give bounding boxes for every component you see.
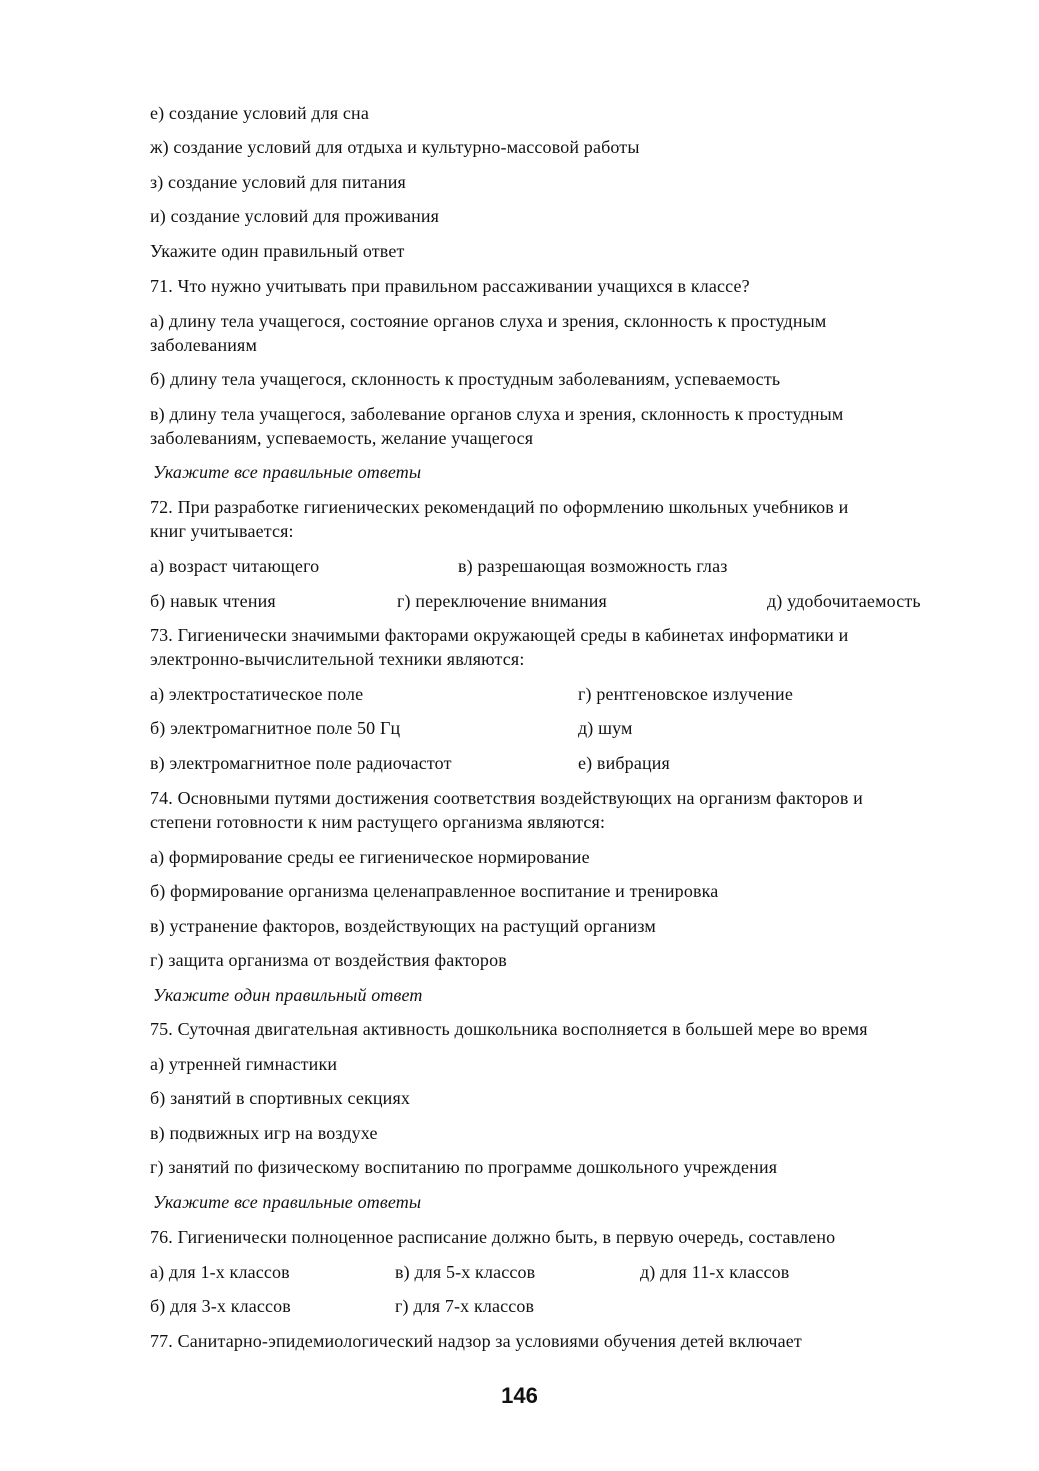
q74-option-g: г) защита организма от воздействия факторов [150,950,507,970]
question-72-line2: книг учитывается: [150,521,294,541]
question-73-line1: 73. Гигиенически значимыми факторами окружающей среды в кабинетах информатики и [150,625,849,645]
q72-option-v: в) разрешающая возможность глаз [458,556,728,576]
q75-option-b: б) занятий в спортивных секциях [150,1088,411,1108]
q73-option-e: е) вибрация [578,753,670,773]
question-73-line2: электронно-вычислительной техники являются: [150,649,525,669]
q71-option-b: б) длину тела учащегося, склонность к простудным заболеваниям, успеваемость [150,369,781,389]
instruction-one-answer-italic: Укажите один правильный ответ [153,985,423,1005]
q73-option-a: а) электростатическое поле [150,684,364,704]
question-75: 75. Суточная двигательная активность дошкольника восполняется в большей мере во время [150,1019,868,1039]
q74-option-b: б) формирование организма целенаправленное воспитание и тренировка [150,881,719,901]
q71-option-a-line2: заболеваниям [150,335,257,355]
q73-option-g: г) рентгеновское излучение [578,684,793,704]
q72-option-b: б) навык чтения [150,591,276,611]
q76-option-b: б) для 3-х классов [150,1296,291,1316]
page-number: 146 [501,1383,538,1408]
q74-option-a: а) формирование среды ее гигиеническое нормирование [150,847,590,867]
question-74-line2: степени готовности к ним растущего организма являются: [150,812,606,832]
option-zh: ж) создание условий для отдыха и культурно-массовой работы [150,137,640,157]
q75-option-a: а) утренней гимнастики [150,1054,338,1074]
instruction-one-answer: Укажите один правильный ответ [150,241,405,261]
q76-option-g: г) для 7-х классов [395,1296,535,1316]
q73-option-b: б) электромагнитное поле 50 Гц [150,718,401,738]
question-77: 77. Санитарно-эпидемиологический надзор за условиями обучения детей включает [150,1331,802,1351]
question-76: 76. Гигиенически полноценное расписание должно быть, в первую очередь, составлено [150,1227,836,1247]
question-71: 71. Что нужно учитывать при правильном рассаживании учащихся в классе? [150,276,750,296]
q72-option-a: а) возраст читающего [150,556,320,576]
option-e: е) создание условий для сна [150,103,369,123]
instruction-all-answers: Укажите все правильные ответы [153,462,422,482]
q74-option-v: в) устранение факторов, воздействующих на растущий организм [150,916,656,936]
option-z: з) создание условий для питания [150,172,406,192]
question-72-line1: 72. При разработке гигиенических рекомендаций по оформлению школьных учебников и [150,497,849,517]
q71-option-a-line1: а) длину тела учащегося, состояние органов слуха и зрения, склонность к простудным [150,311,827,331]
q75-option-v: в) подвижных игр на воздухе [150,1123,378,1143]
q76-option-a: а) для 1-х классов [150,1262,290,1282]
q73-option-d: д) шум [578,718,633,738]
q72-option-g: г) переключение внимания [397,591,607,611]
question-74-line1: 74. Основными путями достижения соответствия воздействующих на организм факторов и [150,788,863,808]
q76-option-d: д) для 11-х классов [640,1262,790,1282]
q71-option-v-line1: в) длину тела учащегося, заболевание органов слуха и зрения, склонность к простудным [150,404,844,424]
q75-option-g: г) занятий по физическому воспитанию по программе дошкольного учреждения [150,1157,778,1177]
option-i: и) создание условий для проживания [150,206,440,226]
q73-option-v: в) электромагнитное поле радиочастот [150,753,452,773]
q76-option-v: в) для 5-х классов [395,1262,536,1282]
q72-option-d: д) удобочитаемость [767,591,921,611]
instruction-all-answers-2: Укажите все правильные ответы [153,1192,422,1212]
q71-option-v-line2: заболеваниям, успеваемость, желание учащегося [150,428,534,448]
